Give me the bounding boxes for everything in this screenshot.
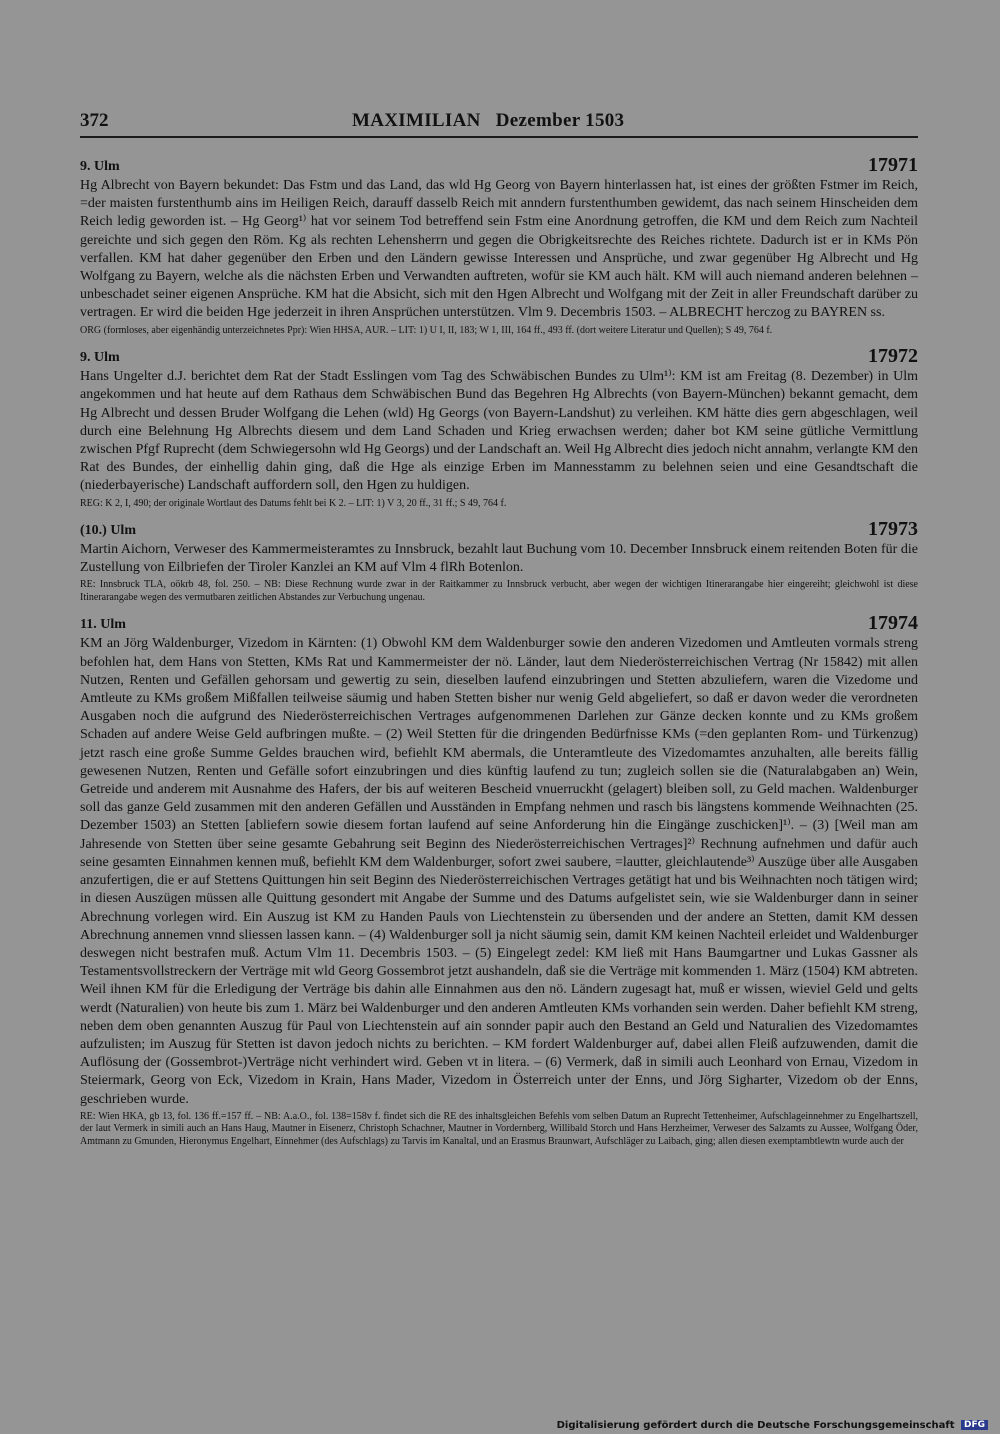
entry-number: 17972 [868,345,918,368]
entry-text: Martin Aichorn, Verweser des Kammermeisteramtes zu Innsbruck, bezahlt laut Buchung vom 10. December Innsbruck einem reitenden Boten für die Zustellung von Eilbriefen der Tiroler Kanzlei an KM auf Vlm 4 flRh Botenlon. [80,542,918,576]
entry-text: Hans Ungelter d.J. berichtet dem Rat der Stadt Esslingen vom Tag des Schwäbischen Bundes zu Ulm¹⁾: KM ist am Freitag (8. Dezember) in Ulm angekommen und hat heute auf dem Rathaus dem Schwäbischen Bund das Begehren Hg Albrechts (von Bayern-München) bekannt gemacht, dem Hg Albrecht und dessen Bruder Wolfgang die Lehen (wld) Hg Georgs (von Bayern-Landshut) zu verleihen. KM hätte dies gern abgeschlagen, weil durch eine Belehnung Hg Albrechts diesem und dem Land Schaden und Krieg erwachsen werden; daher bot KM seine gütliche Vermittlung zwischen Pfgf Ruprecht (dem Schwiegersohn wld Hg Georgs) und der Landschaft an. Weil Hg Albrecht dies jedoch nicht annahm, verlangte KM den Rat des Bundes, der einhellig dahin ging, daß die Hge als einzige Erben im Mannesstamm zu belehnen seien und eine Gesandtschaft die (niederbayerische) Landschaft auffordern soll, den Hgen zu huldigen. [80,369,918,494]
entry-text: KM an Jörg Waldenburger, Vizedom in Kärnten: (1) Obwohl KM dem Waldenburger sowie den anderen Vizedomen und Amtleuten vormals streng befohlen hat, dem Hans von Stetten, KMs Rat und Kammermeister der nö. Länder, laut dem Niederösterreichischen Vertrag (Nr 15842) mit allen Nutzen, Renten und Gefällen gehorsam und gewertig zu sein, dieselben laufend einzubringen und Stetten abzuliefern, waren die Vizedome und Amtleute zu KMs großem Mißfallen teilweise säumig und haben Stetten bisher nur wenig Geld abgeliefert, so daß er davon weder die verordneten Ausgaben noch die aufgrund des Niederösterreichischen Vertrages aufgenommenen Darlehen zur Gänze decken konnte und zu KMs großem Schaden auf andere Weise Geld aufbringen mußte. – (2) Weil Stetten für die dringenden Bedürfnisse KMs (=den geplanten Rom- und Türkenzug) jetzt rasch eine große Summe Geldes brauchen wird, befiehlt KM abermals, die Unteramtleute des Vizedomamtes anzuhalten, alle bereits fällig gewesenen Nutzen, Renten und Gefälle sofort einzubringen und dies künftig laufend zu tun; zugleich sollen sie die (Naturalabgaben an) Wein, Getreide und anderem mit Ausnahme des Hafers, der bis auf weiteren Bescheid vnuerruckht (gelagert) bleiben soll, zu Geld machen. Waldenburger soll das ganze Geld zusammen mit den anderen Gefällen und Ausständen in Empfang nehmen und rasch bis längstens kommende Weihnachten (25. Dezember 1503) an Stetten [abliefern sowie diesem fortan laufend auf seine Anforderung hin die Eingänge zuschicken]¹⁾. – (3) [Weil man am Jahresende von Stetten über seine gesamte Gebahrung seit Beginn des Niederösterreichischen Vertrages]²⁾ Rechnung aufnehmen und dafür auch seine gesamten Einnahmen kennen muß, befiehlt KM dem Waldenburger, sofort zwei saubere, =lautter, gleichlautende³⁾ Auszüge über alle Ausgaben anzufertigen, die er auf Stettens Quittungen hin seit Beginn des Niederösterreichischen Vertrages getätigt hat und bis Weihnachten noch tätigen wird; in diesen Auszügen müssen alle Quittung gesondert mit Angabe der Summe und des Datums aufgelistet sein, wie sie Waldenburger dann in seiner Abrechnung vorlegen wird. Ein Auszug ist KM zu Handen Pauls von Liechtenstein zu übersenden und der andere an Stetten, damit KM dessen Abrechnung annemen vnnd sliessen lassen kann. – (4) Waldenburger soll ja nicht säumig sein, damit KM keinen Nachteil erleidet und Waldenburger deswegen nicht bestrafen muß. Actum Vlm 11. Decembris 1503. – (5) Eingelegt zedel: KM ließ mit Hans Baumgartner und Lukas Gassner als Testamentsvollstreckern der Verträge mit wld Georg Gossembrot jetzt aushandeln, daß sie die Verträge mit kommenden 1. März (1504) KM abtreten. Weil ihnen KM für die Erledigung der Verträge bis dahin alle Einnahmen aus den nö. Ländern zugesagt hat, muß er wissen, wieviel Geld und gelts werdt (Naturalien) von heute bis zum 1. März bei Waldenburger und den anderen Amtleuten KMs vorhanden sein werden. Daher befiehlt KM streng, neben dem oben genannten Auszug für Paul von Liechtenstein auf ain sonnder papir auch den Bestand an Geld und Naturalien des Vizedomamtes aufzulisten; im Auszug für Stetten ist davon jedoch nichts zu berichten. – KM fordert Waldenburger auf, dabei allen Fleiß aufzuwenden, damit die Auflösung der (Gossembrot-)Verträge nicht verhindert wird. Geben vt in litera. – (6) Vermerk, daß in simili auch Leonhard von Ernau, Vizedom in Steiermark, Georg von Eck, Vizedom in Krain, Hans Mader, Vizedom in Österreich unter der Enns, und Jörg Sigharter, Vizedom ob der Enns, geschrieben wurde. [80,636,918,1107]
dfg-logo: DFG [961,1420,988,1430]
entry-number: 17973 [868,518,918,541]
entry-source-note: ORG (formloses, aber eigenhändig unterzeichnetes Ppr): Wien HHSA, AUR. – LIT: 1) U I, II, 183; W 1, III, 164 ff., 493 ff. (dort weitere Literatur und Quellen); S 49, 764 f. [80,324,773,336]
entry-date-place: 9. Ulm [80,159,120,174]
entry-heading [80,516,918,541]
entry-heading [80,343,918,368]
credit-text: Digitalisierung gefördert durch die Deutsche Forschungsgemeinschaft [556,1420,955,1431]
entry-source-note: RE: Innsbruck TLA, oökrb 48, fol. 250. – NB: Diese Rechnung wurde zwar in der Raitkammer zu Innsbruck verbucht, aber wegen der wichtigen Itinerarangabe hier eingereiht; gleichwohl ist diese Itinerarangabe wegen des vermutbaren zeitlichen Abstandes zur Verbuchung ungenau. [80,579,918,603]
regest-entry [80,343,918,510]
regest-entry [80,610,918,1148]
entry-number: 17971 [868,154,918,176]
entry-heading [80,610,918,635]
entry-text: Hg Albrecht von Bayern bekundet: Das Fstm und das Land, das wld Hg Georg von Bayern hinterlassen hat, ist eines der größten Fstmer im Reich, =der maisten furstenthumb ains im Heiligen Reich, darauff dasselb Reich mit anndern furstenthumben gewidemt, das nach seinem Hinscheiden dem Reich ledig geworden ist. – Hg Georg¹⁾ hat vor seinem Tod betreffend sein Fstm eine Anordnung getroffen, die KM und dem Reich zum Nachteil gereichte und sich gegen den Röm. Kg als rechten Lehensherrn und gegen die Obrigkeitsrechte des Reiches richtete. Dadurch ist er in KMs Pön verfallen. KM hat daher gegenüber den Erben und den Ländern gewisse Interessen und Ansprüche, und zwar gegenüber Hg Albrecht und Hg Wolfgang zu Bayern, welche als die nächsten Erben und Verwandten auftreten, wofür sie KM auch hält. KM will auch niemand anderen belehnen – unbeschadet seiner eigenen Ansprüche. KM hat die Absicht, sich mit den Hgen Albrecht und Wolfgang mit der Zeit in aller Freundschaft darüber zu vertragen. Er wird die beiden Hge jederzeit in ihren Ansprüchen unterstützen. Vlm 9. Decembris 1503. – ALBRECHT herczog zu BAYREN ss. [80,178,918,321]
entry-date-place: (10.) Ulm [80,523,136,539]
entry-source-note: REG: K 2, I, 490; der originale Wortlaut des Datums fehlt bei K 2. – LIT: 1) V 3, 20 ff., 31 ff.; S 49, 764 f. [80,497,507,509]
entry-date-place: 11. Ulm [80,617,126,633]
running-title: MAXIMILIAN Dezember 1503 [352,110,625,131]
running-head [80,110,918,136]
entry-source-note: RE: Wien HKA, gb 13, fol. 136 ff.=157 ff. – NB: A.a.O., fol. 138=158v f. findet sich die RE des inhaltsgleichen Befehls vom selben Datum an Ruprecht Tettenheimer, Aufschlageinnehmer zu Engelhartszell, der laut Vermerk in simili auch an Hans Haug, Mautner in Eisenerz, Christoph Schachner, Mautner in Vordernberg, Willibald Storch und Hans Herzheimer, Verweser des Salzamts zu Aussee, Wolfgang Öder, Amtmann zu Gmunden, Hieronymus Engelhart, Einnehmer (des Aufschlags) zu Tarvis im Kanaltal, und an Erasmus Braunwart, Aufschläger zu Laibach, ging; allen diesen exemptambtlewtn wurde auch der [80,1110,918,1147]
entry-date-place: 9. Ulm [80,350,120,366]
page-number: 372 [80,110,109,131]
regesta-list [80,152,918,1154]
header-rule [80,136,918,138]
entry-heading [80,152,918,177]
regest-entry [80,152,918,337]
digitization-credit [557,1420,988,1431]
regest-entry [80,516,918,604]
entry-number: 17974 [868,612,918,635]
